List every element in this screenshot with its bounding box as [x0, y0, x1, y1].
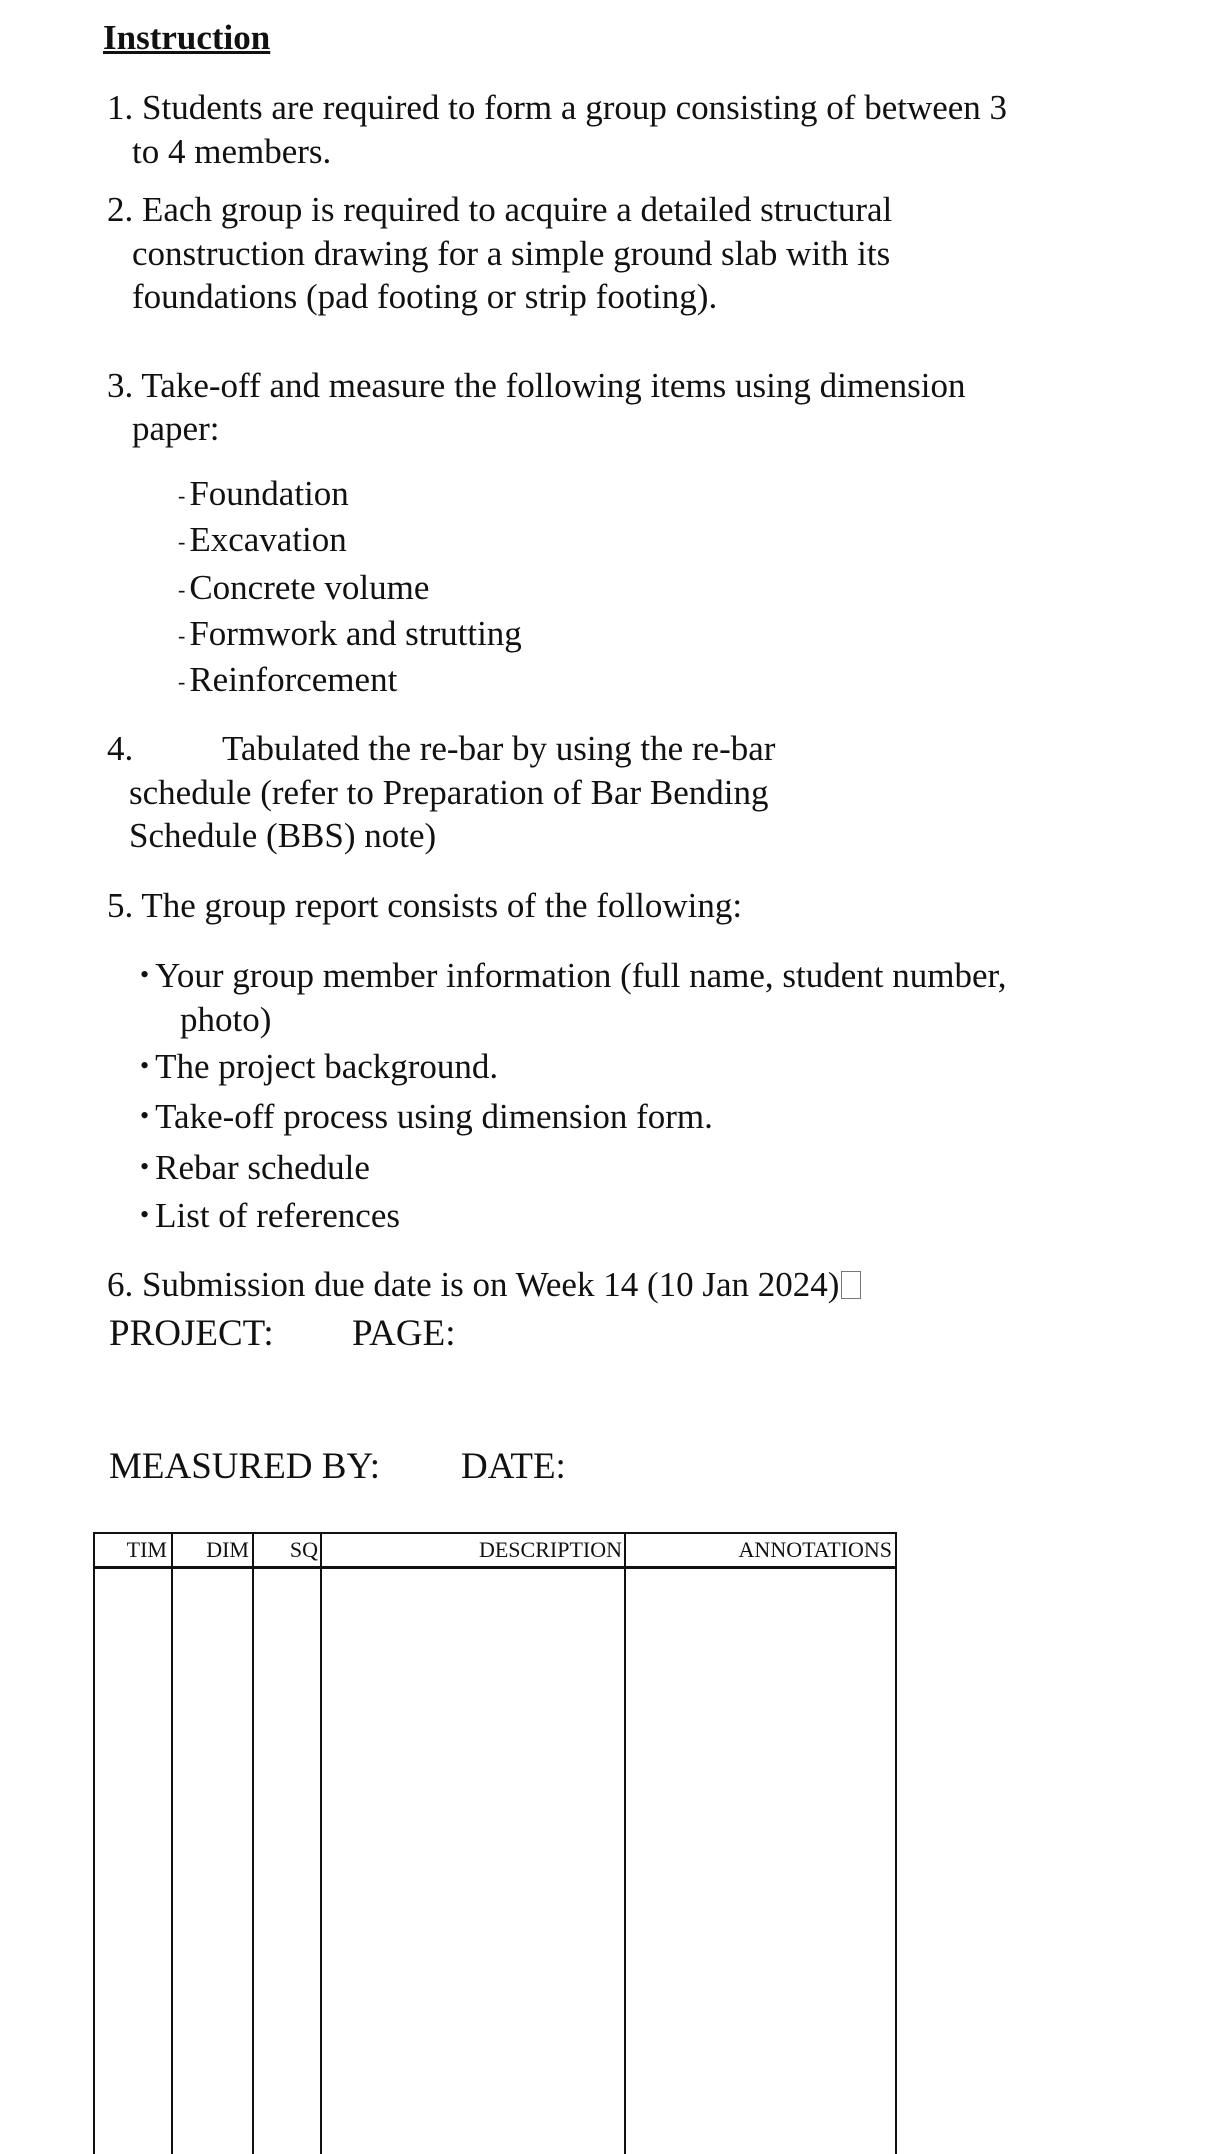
subitem-concrete-volume: - Concrete volume — [178, 568, 430, 607]
bullet-references: • List of references — [140, 1196, 400, 1235]
column-divider — [171, 1534, 173, 2154]
item4-line3: Schedule (BBS) note) — [129, 816, 437, 855]
instruction-heading: Instruction — [103, 18, 271, 57]
column-divider — [252, 1534, 254, 2154]
header-sq: SQ — [289, 1537, 318, 1562]
item5-line1: 5. The group report consists of the following: — [107, 886, 743, 925]
project-label: PROJECT: — [109, 1313, 274, 1354]
page-label: PAGE: — [352, 1313, 456, 1354]
missing-glyph-box — [841, 1271, 861, 1299]
item4-number: 4. — [107, 729, 134, 768]
date-label: DATE: — [461, 1446, 566, 1487]
dimension-paper-table — [93, 1532, 897, 2154]
item1-line2: to 4 members. — [132, 132, 332, 171]
bullet-member-info: • Your group member information (full name, student number, — [140, 956, 1007, 995]
item2-line1: 2. Each group is required to acquire a detailed structural — [107, 190, 893, 229]
header-dim: DIM — [206, 1537, 249, 1562]
column-divider — [320, 1534, 322, 2154]
item2-line2: construction drawing for a simple ground slab with its — [132, 234, 891, 273]
header-description: DESCRIPTION — [478, 1537, 622, 1562]
item6-submission: 6. Submission due date is on Week 14 (10 Jan 2024) — [107, 1263, 861, 1307]
item3-line2: paper: — [132, 409, 220, 448]
subitem-foundation: - Foundation — [178, 474, 349, 513]
bullet-project-background: • The project background. — [140, 1047, 499, 1086]
header-annotations: ANNOTATIONS — [738, 1537, 892, 1562]
header-divider — [95, 1566, 895, 1569]
column-divider — [624, 1534, 626, 2154]
measured-by-label: MEASURED BY: — [109, 1446, 381, 1487]
item4-line1: Tabulated the re-bar by using the re-bar — [222, 729, 776, 768]
bullet-rebar-schedule: • Rebar schedule — [140, 1148, 370, 1187]
item2-line3: foundations (pad footing or strip footing). — [132, 277, 718, 316]
subitem-formwork: - Formwork and strutting — [178, 614, 522, 653]
bullet-takeoff-process: • Take-off process using dimension form. — [140, 1097, 713, 1136]
bullet-member-info-cont: photo) — [180, 1000, 272, 1039]
item4-line2: schedule (refer to Preparation of Bar Bending — [129, 773, 769, 812]
subitem-reinforcement: - Reinforcement — [178, 660, 398, 699]
header-tim: TIM — [126, 1537, 167, 1562]
item1-line1: 1. Students are required to form a group consisting of between 3 — [107, 88, 1008, 127]
item3-line1: 3. Take-off and measure the following items using dimension — [107, 366, 966, 405]
subitem-excavation: - Excavation — [178, 520, 347, 559]
